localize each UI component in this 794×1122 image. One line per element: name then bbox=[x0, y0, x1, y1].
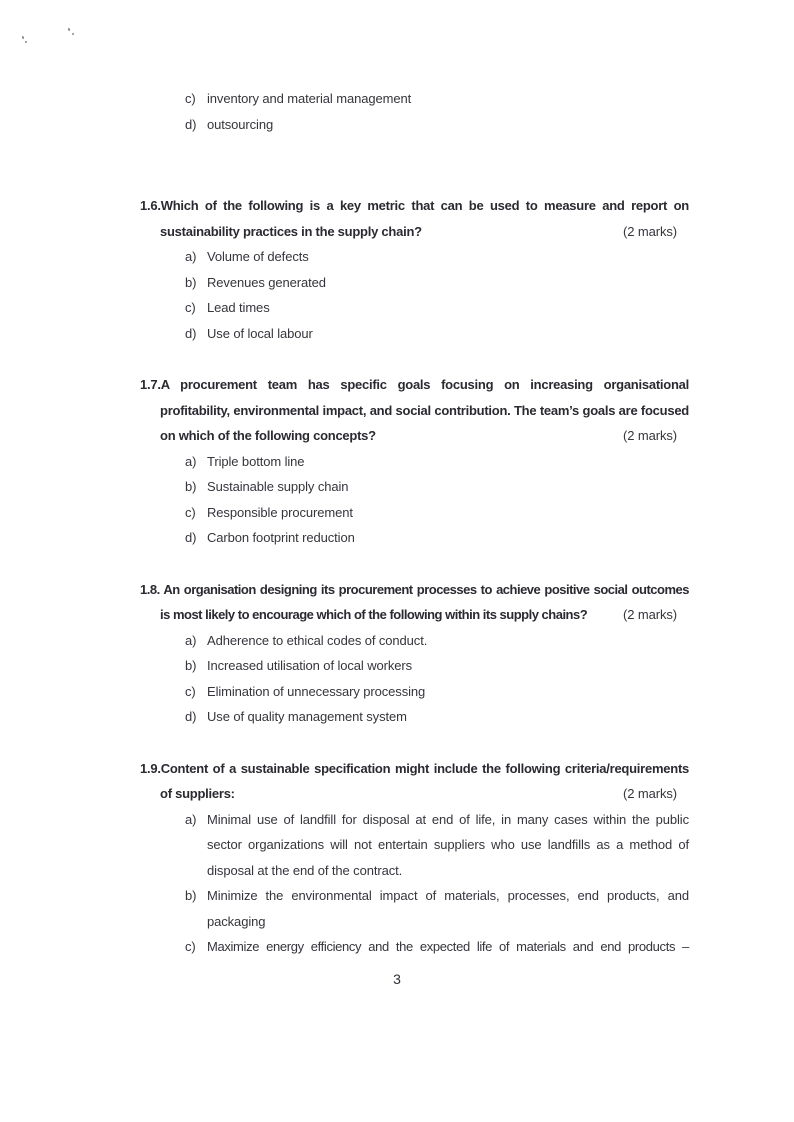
option-row bbox=[140, 270, 689, 296]
option-row bbox=[140, 704, 689, 730]
question-1-7 bbox=[140, 372, 689, 551]
option-letter: a) bbox=[185, 453, 197, 469]
option-row bbox=[140, 500, 689, 526]
option-text: Increased utilisation of local workers bbox=[207, 658, 413, 673]
question-stem bbox=[140, 577, 689, 628]
option-text: Use of quality management system bbox=[207, 709, 407, 724]
marks-label: (2 marks) bbox=[617, 781, 677, 807]
question-number: 1.8. bbox=[140, 581, 164, 597]
option-text: Carbon footprint reduction bbox=[207, 530, 355, 545]
prior-question-options bbox=[140, 86, 689, 137]
question-number: 1.6. bbox=[140, 198, 161, 213]
options-list bbox=[140, 628, 689, 730]
scan-speck bbox=[72, 33, 74, 35]
option-letter: b) bbox=[185, 274, 197, 290]
option-text: Lead times bbox=[207, 300, 270, 315]
option-row bbox=[140, 244, 689, 270]
options-list bbox=[140, 807, 689, 960]
option-text: inventory and material management bbox=[207, 91, 412, 106]
option-text: Use of local labour bbox=[207, 325, 313, 341]
option-row bbox=[140, 525, 689, 551]
option-letter: b) bbox=[185, 658, 197, 673]
option-letter: a) bbox=[185, 811, 197, 827]
marks-label: (2 marks) bbox=[617, 602, 677, 628]
option-letter: b) bbox=[185, 479, 197, 494]
question-1-6 bbox=[140, 193, 689, 346]
question-1-9 bbox=[140, 756, 689, 960]
option-text: Adherence to ethical codes of conduct. bbox=[207, 632, 428, 648]
options-list bbox=[140, 449, 689, 551]
option-row bbox=[140, 653, 689, 679]
option-row bbox=[140, 883, 689, 934]
option-row bbox=[140, 474, 689, 500]
option-letter: a) bbox=[185, 632, 197, 648]
page-content bbox=[140, 86, 689, 960]
option-row bbox=[140, 934, 689, 960]
option-row bbox=[140, 295, 689, 321]
question-stem bbox=[140, 372, 689, 449]
option-letter: d) bbox=[185, 116, 197, 132]
option-letter: c) bbox=[185, 939, 196, 954]
question-number: 1.9. bbox=[140, 760, 161, 776]
option-row bbox=[140, 86, 689, 112]
option-letter: a) bbox=[185, 249, 197, 264]
option-row bbox=[140, 807, 689, 884]
page-number: 3 bbox=[393, 971, 401, 987]
option-letter: c) bbox=[185, 91, 196, 106]
option-row bbox=[140, 112, 689, 138]
option-text: Minimize the environmental impact of materials, processes, end products, and packaging bbox=[207, 888, 689, 929]
option-letter: c) bbox=[185, 504, 196, 520]
option-letter: d) bbox=[185, 709, 197, 724]
option-text: Minimal use of landfill for disposal at end of life, in many cases within the public sector organizations will not entertain suppliers who use landfills as a method of disposal at the end of the contract. bbox=[207, 811, 689, 878]
question-stem bbox=[140, 193, 689, 244]
marks-label: (2 marks) bbox=[617, 219, 677, 245]
option-text: Elimination of unnecessary processing bbox=[207, 683, 426, 699]
options-list bbox=[140, 244, 689, 346]
question-text: Content of a sustainable specification might include the following criteria/requirements of suppliers: bbox=[160, 760, 689, 801]
option-row bbox=[140, 321, 689, 347]
scan-speck bbox=[22, 36, 25, 39]
option-letter: c) bbox=[185, 300, 196, 315]
scan-speck bbox=[68, 28, 71, 31]
question-text: Which of the following is a key metric that can be used to measure and report on sustainability practices in the supply chain? bbox=[160, 198, 689, 239]
question-number: 1.7. bbox=[140, 377, 161, 392]
option-text: Triple bottom line bbox=[207, 453, 305, 469]
scan-speck bbox=[25, 41, 27, 43]
option-row bbox=[140, 679, 689, 705]
option-text: Sustainable supply chain bbox=[207, 479, 349, 494]
question-stem bbox=[140, 756, 689, 807]
question-1-8 bbox=[140, 577, 689, 730]
option-text: outsourcing bbox=[207, 116, 274, 132]
option-letter: c) bbox=[185, 683, 196, 699]
option-text: Responsible procurement bbox=[207, 504, 353, 520]
marks-label: (2 marks) bbox=[617, 423, 677, 449]
option-row bbox=[140, 449, 689, 475]
option-text: Volume of defects bbox=[207, 249, 309, 264]
option-letter: d) bbox=[185, 530, 197, 545]
question-text: An organisation designing its procurement processes to achieve positive social outcomes is most likely to encourage which of the following within its supply chains? bbox=[160, 581, 689, 622]
option-text: Revenues generated bbox=[207, 274, 326, 290]
option-row bbox=[140, 628, 689, 654]
option-letter: d) bbox=[185, 325, 197, 341]
option-text: Maximize energy efficiency and the expected life of materials and end products – bbox=[207, 939, 689, 954]
question-text: A procurement team has specific goals focusing on increasing organisational profitability, environmental impact, and social contribution. The team’s goals are focused on which of the following concepts? bbox=[160, 377, 689, 443]
option-letter: b) bbox=[185, 888, 197, 903]
